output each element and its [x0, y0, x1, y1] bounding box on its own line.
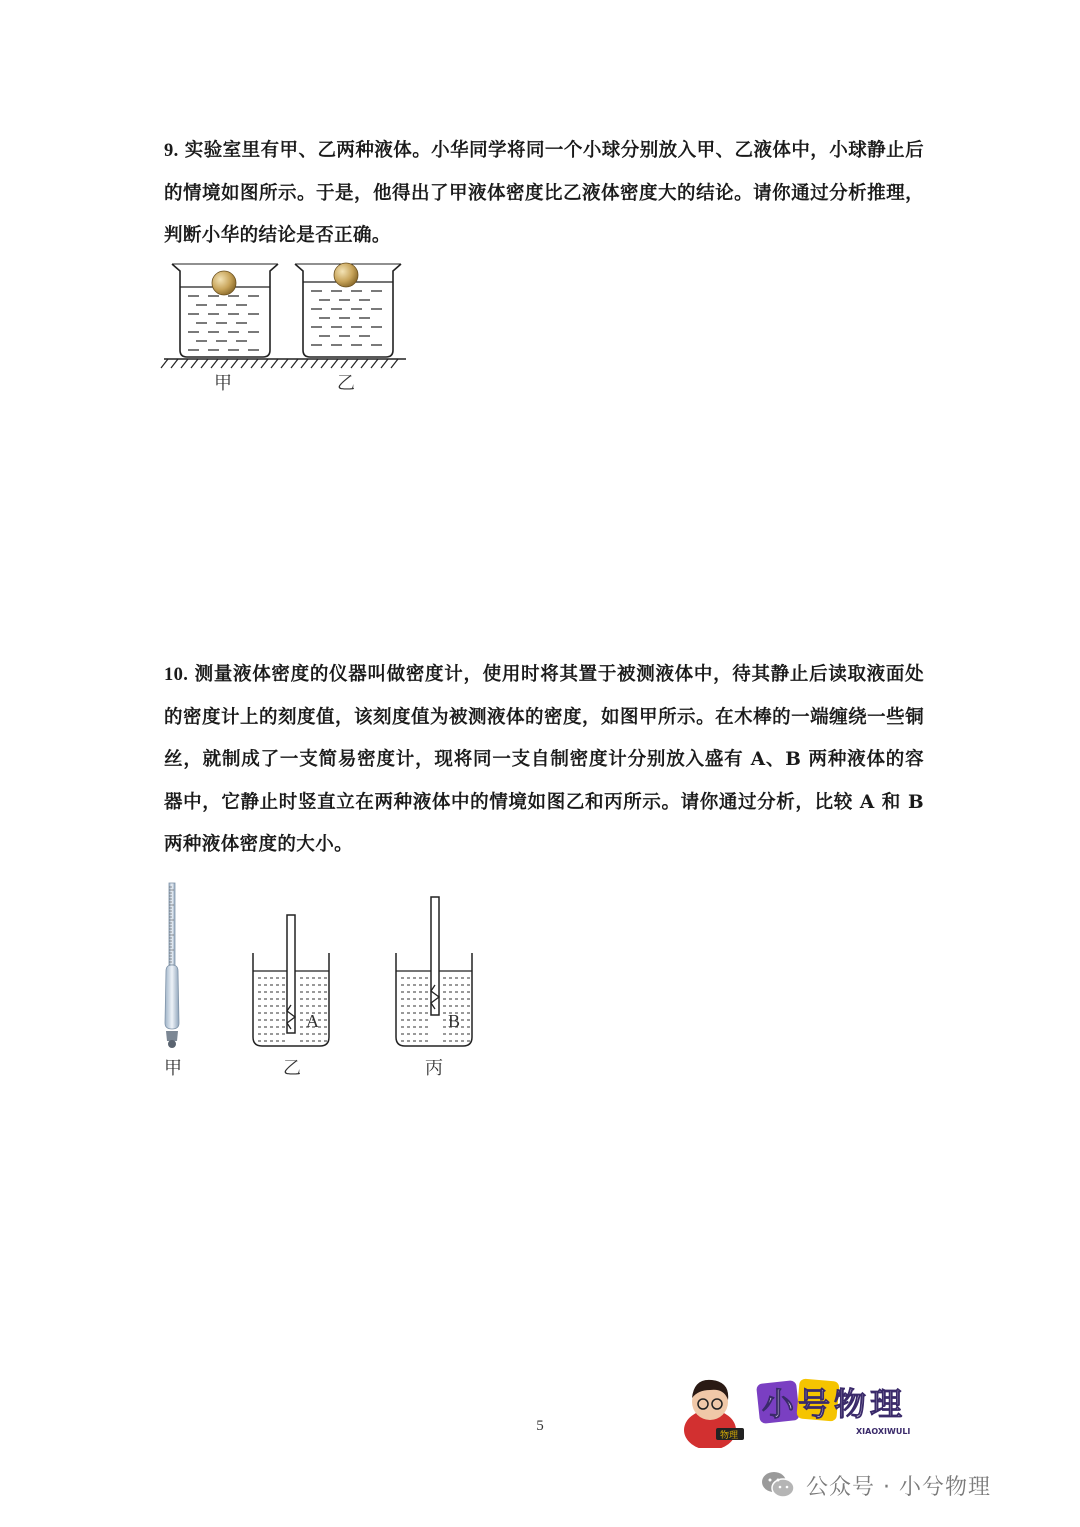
ball-in-jia	[212, 271, 236, 295]
brand-logo	[680, 1368, 940, 1448]
label-bing: 丙	[425, 1058, 443, 1079]
liquid-jia	[188, 296, 259, 350]
liquid-label-b: B	[448, 1011, 461, 1031]
question-text: 实验室里有甲、乙两种液体。小华同学将同一个小球分别放入甲、乙液体中，小球静止后的情境如图所示。于是，他得出了甲液体密度比乙液体密度大的结论。请你通过分析推理，判断小华的结论是否正确。	[164, 140, 924, 246]
question-9	[164, 130, 924, 258]
ball-in-yi	[334, 263, 358, 287]
label-yi: 乙	[337, 373, 355, 394]
page-number: 5	[536, 1418, 544, 1434]
label-jia: 甲	[164, 1058, 182, 1079]
ground	[161, 359, 406, 368]
label-yi: 乙	[283, 1058, 301, 1079]
watermark	[760, 1468, 991, 1502]
watermark-text: 公众号 · 小兮物理	[806, 1474, 991, 1500]
question-text: 测量液体密度的仪器叫做密度计，使用时将其置于被测液体中，待其静止后读取液面处的密度计上的刻度值，该刻度值为被测液体的密度，如图甲所示。在木棒的一端缠绕一些铜丝，就制成了一支简易密度计，现将同一支自制密度计分别放入盛有 A、B 两种液体的容器中，它静止时竖直立在两种液体中的情境如图乙和丙所示。请你通过分析，比较 A 和 B 两种液体密度的大小。	[164, 664, 924, 855]
container-bing	[396, 897, 472, 1046]
logo-subtext: XIAOXIWULI	[856, 1427, 911, 1436]
logo-text: 小号物理	[762, 1385, 907, 1423]
question-10	[164, 654, 924, 867]
question-number: 10.	[164, 665, 189, 685]
liquid-yi	[311, 291, 382, 345]
hydrometer-jia	[165, 883, 179, 1048]
label-jia: 甲	[214, 373, 232, 394]
beakers-figure-9	[160, 256, 410, 406]
badge-text: 物理	[720, 1431, 739, 1441]
avatar-mascot	[684, 1380, 744, 1448]
wechat-icon	[760, 1470, 796, 1500]
liquid-label-a: A	[306, 1011, 319, 1031]
hydrometer-figure-10	[155, 875, 495, 1085]
question-number: 9.	[164, 141, 179, 161]
